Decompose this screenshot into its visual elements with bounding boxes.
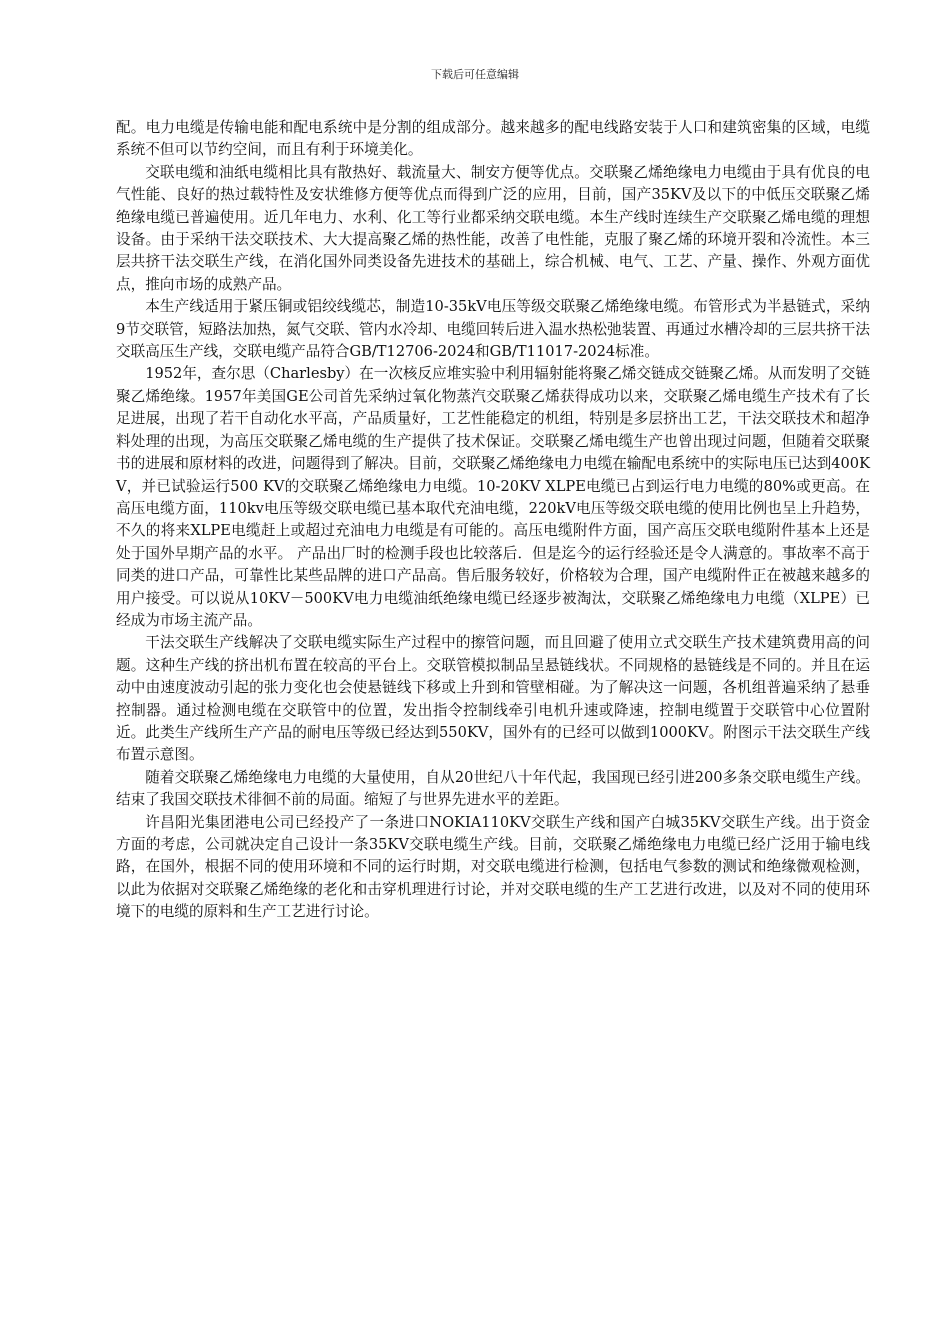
paragraph-history: 1952年，查尔思（Charlesby）在一次核反应堆实验中利用辐射能将聚乙烯交链成交链聚乙烯。从而发明了交链聚乙烯绝缘。1957年美国GE公司首先采纳过氧化物蒸汽交联聚乙烯获得成功以来，交联聚乙烯电缆生产技术有了长足进展，出现了若干自动化水平高，产品质量好，工艺性能稳定的机组，特别是多层挤出工艺，干法交联技术和超净料处理的出现，为高压交联聚乙烯电缆的生产提供了技术保证。交联聚乙烯电缆生产也曾出现过问题，但随着交联聚书的进展和原材料的改进，问题得到了解决。目前，交联聚乙烯绝缘电力电缆在输配电系统中的实际电压已达到400KV，并已试验运行500 KV的交联聚乙烯绝缘电力电缆。10-20KV XLPE电缆已占到运行电力电缆的80%或更高。在高压电缆方面，110kv电压等级交联电缆已基本取代充油电缆，220kV电压等级交联电缆的使用比例也呈上升趋势，不久的将来XLPE电缆赶上或超过充油电力电缆是有可能的。高压电缆附件方面，国产高压交联电缆附件基本上还是处于国外早期产品的水平。 产品出厂时的检测手段也比较落后．但是迄今的运行经验还是令人满意的。事故率不高于同类的进口产品，可靠性比某些品牌的进口产品高。售后服务较好，价格较为合理，国产电缆附件正在被越来越多的用户接受。可以说从10KV－500KV电力电缆油纸绝缘电缆已经逐步被淘汰，交联聚乙烯绝缘电力电缆（XLPE）已经成为市场主流产品。 xyxy=(116,365,870,629)
paragraph-dry-crosslink: 干法交联生产线解决了交联电缆实际生产过程中的擦管问题，而且回避了使用立式交联生产技术建筑费用高的问题。这种生产线的挤出机布置在较高的平台上。交联管模拟制品呈悬链线状。不同规格的悬链线是不同的。并且在运动中由速度波动引起的张力变化也会使悬链线下移或上升到和管壁相碰。为了解决这一问题，各机组普遍采纳了悬垂控制器。通过检测电缆在交联管中的位置，发出指令控制线牵引电机升速或降速，控制电缆置于交联管中心位置附近。此类生产线所生产产品的耐电压等级已经达到550KV，国外有的已经可以做到1000KV。附图示干法交联生产线布置示意图。 xyxy=(116,634,870,764)
document-body xyxy=(116,117,870,924)
paragraph-xlpe-advantages: 交联电缆和油纸电缆相比具有散热好、载流量大、制安方便等优点。交联聚乙烯绝缘电力电缆由于具有优良的电气性能、良好的热过载特性及安状维修方便等优点而得到广泛的应用，目前，国产35KV及以下的中低压交联聚乙烯绝缘电缆已普遍使用。近几年电力、水利、化工等行业都采纳交联电缆。本生产线时连续生产交联聚乙烯电缆的理想设备。由于采纳干法交联技术、大大提高聚乙烯的热性能，改善了电性能，克服了聚乙烯的环境开裂和冷流性。本三层共挤干法交联生产线，在消化国外同类设备先进技术的基础上，综合机械、电气、工艺、产量、操作、外观方面优点，推向市场的成熟产品。 xyxy=(116,163,870,293)
paragraph-production-line-spec: 本生产线适用于紧压铜或铝绞线缆芯，制造10-35kV电压等级交联聚乙烯绝缘电缆。布管形式为半悬链式，采纳9节交联管，短路法加热，氮气交联、管内水冷却、电缆回转后进入温水热松弛装置、再通过水槽冷却的三层共挤干法交联高压生产线，交联电缆产品符合GB/T12706-2024和GB/T11017-2024标准。 xyxy=(116,298,870,361)
paragraph-domestic-lines: 随着交联聚乙烯绝缘电力电缆的大量使用，自从20世纪八十年代起，我国现已经引进200多条交联电缆生产线。结束了我国交联技术徘徊不前的局面。缩短了与世界先进水平的差距。 xyxy=(116,768,870,809)
page-header-note: 下载后可任意编辑 xyxy=(431,68,519,81)
paragraph-company: 许昌阳光集团港电公司已经投产了一条进口NOKIA110KV交联生产线和国产白城35KV交联生产线。出于资金方面的考虑，公司就决定自己设计一条35KV交联电缆生产线。目前，交联聚乙烯绝缘电力电缆已经广泛用于输电线路，在国外，根据不同的使用环境和不同的运行时期，对交联电缆进行检测，包括电气参数的测试和绝缘微观检测，以此为依据对交联聚乙烯绝缘的老化和击穿机理进行讨论，并对交联电缆的生产工艺进行改进，以及对不同的使用环境下的电缆的原料和生产工艺进行讨论。 xyxy=(116,813,870,921)
paragraph-continuation: 配。电力电缆是传输电能和配电系统中是分割的组成部分。越来越多的配电线路安装于人口和建筑密集的区域，电缆系统不但可以节约空间，而且有利于环境美化。 xyxy=(116,119,870,159)
